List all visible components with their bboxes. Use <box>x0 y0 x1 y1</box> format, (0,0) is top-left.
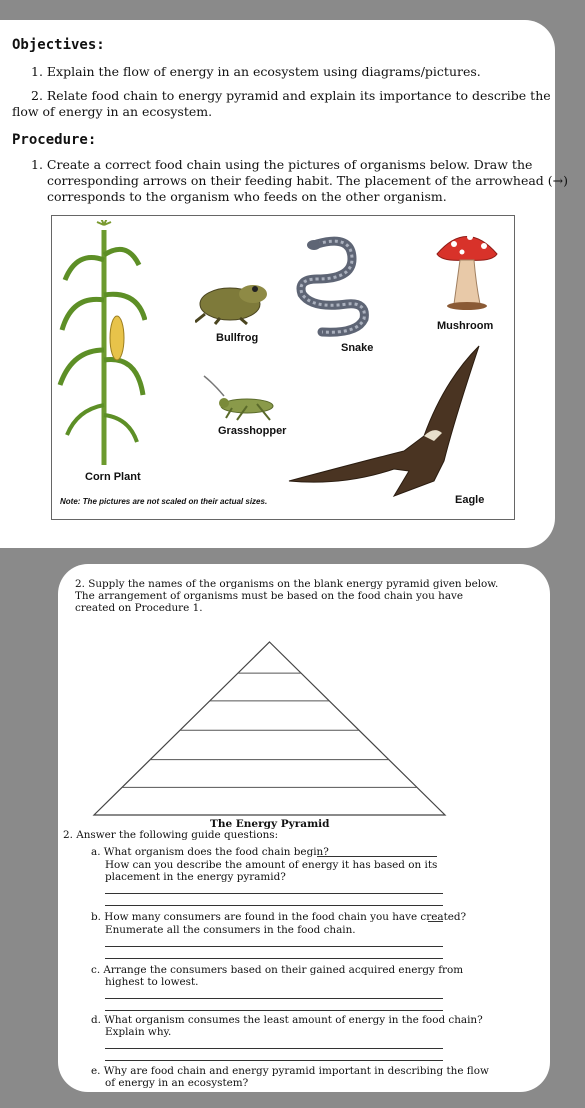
energy-pyramid <box>92 640 447 820</box>
bullfrog-label: Bullfrog <box>216 332 259 344</box>
objective-2-line2: flow of energy in an ecosystem. <box>12 104 213 119</box>
answer-line[interactable] <box>105 958 443 959</box>
question-b-line2: Enumerate all the consumers in the food chain. <box>105 924 356 936</box>
answer-line[interactable] <box>105 905 443 906</box>
corn-plant-label: Corn Plant <box>85 471 141 483</box>
procedure-heading: Procedure: <box>12 132 97 148</box>
answer-line[interactable] <box>105 998 443 999</box>
answer-line[interactable] <box>105 1010 443 1011</box>
answer-line[interactable] <box>105 1048 443 1049</box>
question-d-line1: d. What organism consumes the least amount of energy in the food chain? <box>91 1014 483 1026</box>
pyramid-title: The Energy Pyramid <box>210 818 330 830</box>
answer-line[interactable] <box>105 893 443 894</box>
procedure-step2-line1: 2. Supply the names of the organisms on the blank energy pyramid given below. <box>75 578 499 590</box>
mushroom-image <box>432 224 502 314</box>
answer-line[interactable] <box>105 946 443 947</box>
question-a-line1: a. What organism does the food chain begin? <box>91 846 329 858</box>
question-c-line1: c. Arrange the consumers based on their gained acquired energy from <box>91 964 464 976</box>
grasshopper-label: Grasshopper <box>218 425 287 437</box>
organism-pictures-box <box>51 215 515 520</box>
answer-line[interactable] <box>428 921 443 922</box>
procedure-step2-line3: created on Procedure 1. <box>75 602 203 614</box>
question-a-line2: How can you describe the amount of energy it has based on its <box>105 859 438 871</box>
question-e-line1: e. Why are food chain and energy pyramid important in describing the flow <box>91 1065 489 1077</box>
guide-questions-heading: 2. Answer the following guide questions: <box>63 829 279 841</box>
eagle-image <box>284 341 484 501</box>
pyramid-outline <box>94 642 445 815</box>
procedure-step1-line1: 1. Create a correct food chain using the pictures of organisms below. Draw the <box>31 157 533 172</box>
question-e-line2: of energy in an ecosystem? <box>105 1077 249 1089</box>
objectives-heading: Objectives: <box>12 37 105 53</box>
corn-plant-image <box>57 220 147 470</box>
question-b-line1: b. How many consumers are found in the food chain you have created? <box>91 911 467 923</box>
procedure-step1-line2: corresponding arrows on their feeding habit. The placement of the arrowhead (→) <box>47 173 569 188</box>
grasshopper-image <box>202 374 282 424</box>
snake-label: Snake <box>341 342 374 354</box>
eagle-label: Eagle <box>455 494 485 506</box>
procedure-step2-line2: The arrangement of organisms must be based on the food chain you have <box>75 590 464 602</box>
objective-1: 1. Explain the flow of energy in an ecosystem using diagrams/pictures. <box>31 64 481 79</box>
question-d-line2: Explain why. <box>105 1026 172 1038</box>
bullfrog-image <box>195 276 275 326</box>
procedure-step1-line3: corresponds to the organism who feeds on the other organism. <box>47 189 447 204</box>
objective-2-line1: 2. Relate food chain to energy pyramid and explain its importance to describe the <box>31 88 551 103</box>
pictures-note: Note: The pictures are not scaled on their actual sizes. <box>60 497 268 506</box>
mushroom-label: Mushroom <box>437 320 494 332</box>
question-a-line3: placement in the energy pyramid? <box>105 871 286 883</box>
snake-image <box>292 234 372 339</box>
question-c-line2: highest to lowest. <box>105 976 199 988</box>
answer-line[interactable] <box>317 856 437 857</box>
answer-line[interactable] <box>105 1060 443 1061</box>
